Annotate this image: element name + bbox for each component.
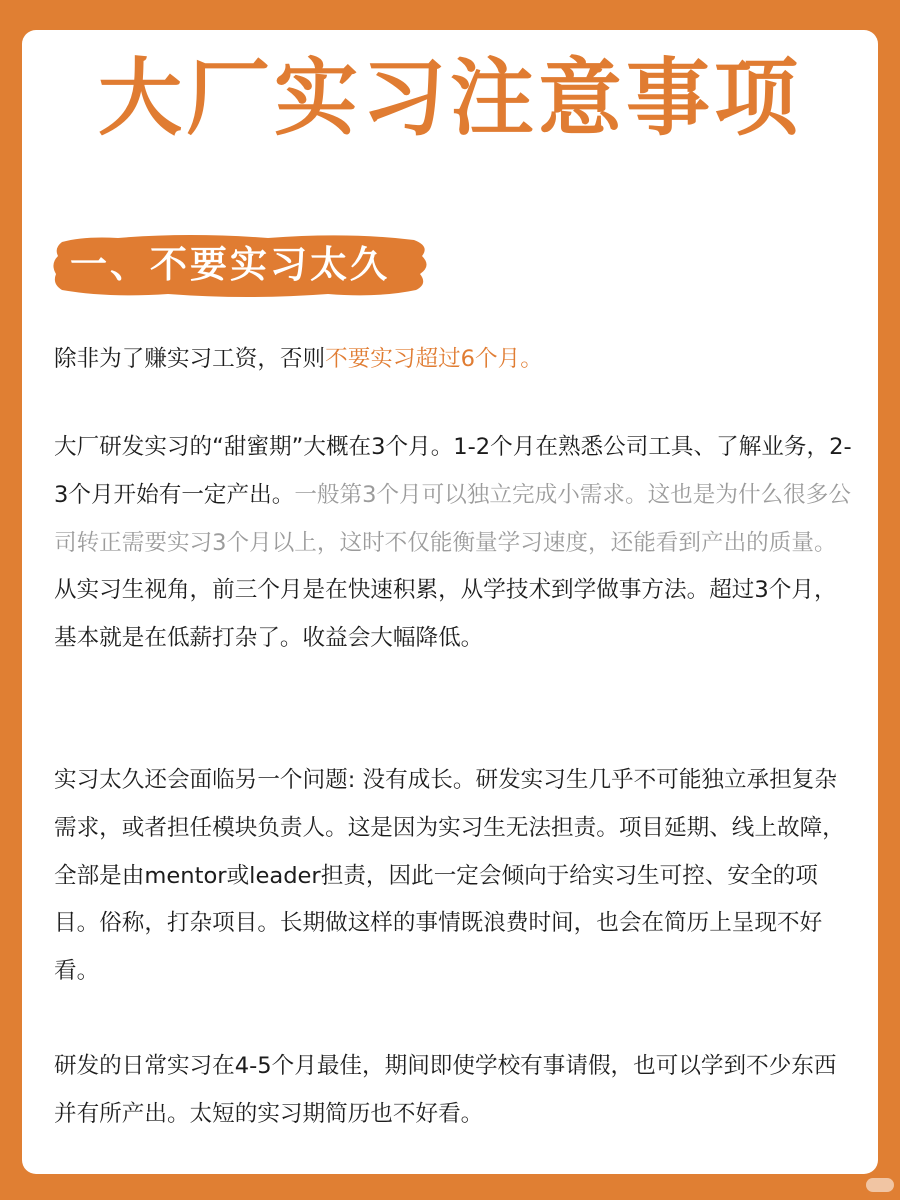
paragraph-no-growth: 实习太久还会面临另一个问题: 没有成长。研发实习生几乎不可能独立承担复杂需求，或者担任模块负责人。这是因为实习生无法担责。项目延期、线上故障，全部是由mentor或leader担责，因此一定会倾向于给实习生可控、安全的项目。俗称，打杂项目。长期做这样的事情既浪费时间，也会在简历上呈现不好看。 [54, 767, 845, 985]
paragraph-salary-lead: 除非为了赚实习工资，否则 [54, 346, 326, 372]
watermark-logo [866, 1178, 894, 1192]
section-banner [48, 228, 434, 304]
paragraph-honeymoon-conclusion: 从实习生视角，前三个月是在快速积累，从学技术到学做事方法。超过3个月，基本就是在低薪打杂了。收益会大幅降低。 [54, 577, 837, 652]
paragraph-honeymoon-muted: 一般第3个月可以独立完成小需求。这也是为什么很多公司转正需要实习3个月以上，这时不仅能衡量学习速度，还能看到产出的质量。 [54, 481, 851, 556]
page-title: 大厂实习注意事项 [97, 49, 802, 147]
paragraph-best-duration: 研发的日常实习在4-5个月最佳，期间即使学校有事请假，也可以学到不少东西并有所产出。太短的实习期简历也不好看。 [54, 1053, 837, 1127]
section-heading: 一、不要实习太久 [70, 243, 390, 286]
paragraph-honeymoon [54, 424, 854, 663]
paragraph-salary [54, 336, 854, 384]
paragraph-honeymoon-intro: 大厂研发实习的“甜蜜期”大概在3个月。1-2个月在熟悉公司工具、了解业务，2-3个月开始有一定产出。 [54, 434, 852, 508]
paragraph-salary-highlight: 不要实习超过6个月。 [325, 346, 543, 372]
